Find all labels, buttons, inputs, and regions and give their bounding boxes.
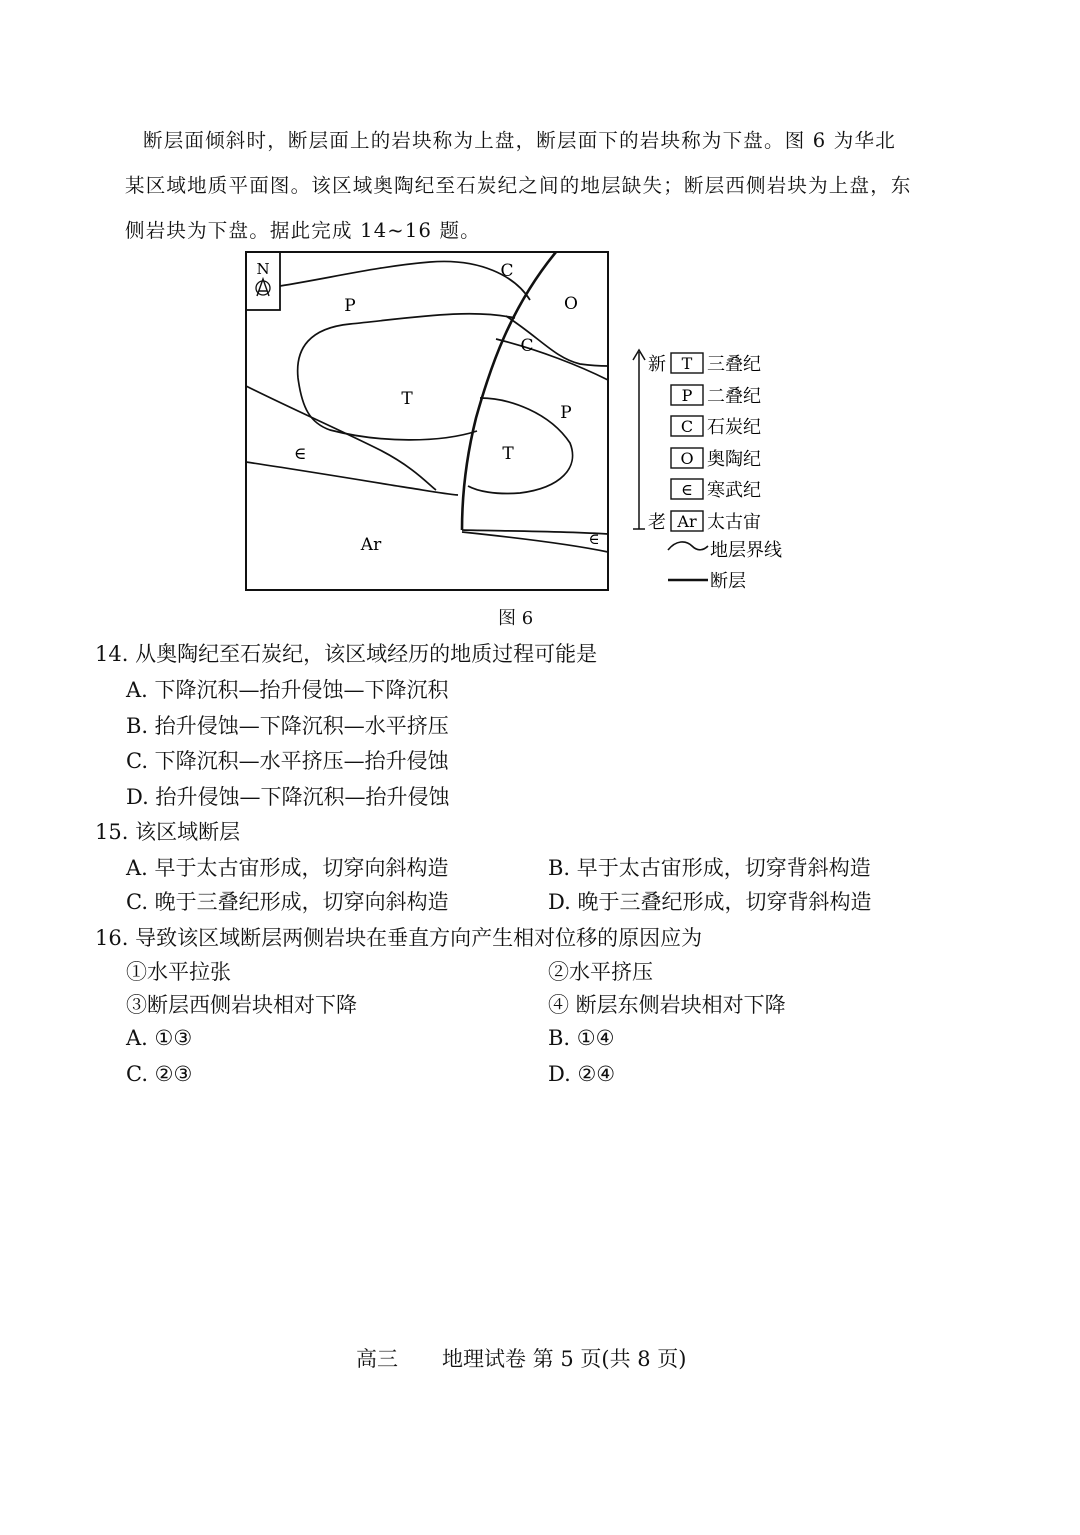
legend-name: 太古宙 bbox=[707, 512, 761, 533]
legend-code: T bbox=[681, 354, 693, 373]
legend-fault-label: 断层 bbox=[710, 571, 746, 592]
q14-option-c: C. 下降沉积—水平挤压—抬升侵蚀 bbox=[126, 749, 449, 773]
q14-option-d: D. 抬升侵蚀—下降沉积—抬升侵蚀 bbox=[126, 785, 450, 809]
q16-statement-3: ③断层西侧岩块相对下降 bbox=[126, 993, 357, 1017]
geologic-map-figure bbox=[240, 248, 800, 602]
q15-option-b: B. 早于太古宙形成，切穿背斜构造 bbox=[548, 856, 871, 880]
legend-code: O bbox=[680, 449, 694, 468]
map-frame bbox=[246, 252, 608, 590]
legend-name: 二叠纪 bbox=[707, 386, 761, 407]
q15-option-c: C. 晚于三叠纪形成，切穿向斜构造 bbox=[126, 890, 449, 914]
footer-grade: 高三 bbox=[356, 1347, 398, 1371]
legend bbox=[633, 350, 782, 592]
map-label-p-right: P bbox=[560, 403, 572, 423]
boundary-cam-right-lower bbox=[462, 532, 608, 552]
q16-statement-2: ②水平挤压 bbox=[548, 960, 653, 984]
footer-title: 地理试卷 第 5 页(共 8 页) bbox=[442, 1347, 687, 1371]
intro-line-3: 侧岩块为下盘。据此完成 14~16 题。 bbox=[125, 219, 481, 242]
q16-option-a: A. ①③ bbox=[126, 1026, 193, 1050]
intro-line-1: 断层面倾斜时，断层面上的岩块称为上盘，断层面下的岩块称为下盘。图 6 为华北 bbox=[143, 129, 896, 152]
map-label-cambrian-left: ∈ bbox=[293, 444, 307, 464]
q16-option-c: C. ②③ bbox=[126, 1062, 193, 1086]
map-label-ar: Ar bbox=[360, 535, 382, 555]
map-label-t-big: T bbox=[401, 389, 413, 409]
legend-item-o bbox=[671, 448, 761, 470]
legend-name: 奥陶纪 bbox=[707, 449, 761, 470]
stratum-boundary-symbol-icon bbox=[668, 542, 708, 550]
figure-caption: 图 6 bbox=[498, 608, 534, 629]
legend-name: 寒武纪 bbox=[707, 480, 761, 501]
boundary-c-p bbox=[496, 339, 608, 380]
legend-item-c bbox=[671, 416, 761, 438]
boundary-t-big bbox=[298, 314, 515, 440]
legend-name: 三叠纪 bbox=[707, 354, 761, 375]
q15-option-a: A. 早于太古宙形成，切穿向斜构造 bbox=[126, 856, 449, 880]
q16-option-b: B. ①④ bbox=[548, 1026, 615, 1050]
map-label-c-top: C bbox=[500, 261, 514, 281]
legend-new-label: 新 bbox=[648, 354, 666, 375]
north-arrow-icon bbox=[256, 279, 270, 296]
geologic-map-svg bbox=[240, 248, 800, 598]
q16-option-d: D. ②④ bbox=[548, 1062, 616, 1086]
boundary-cam-right-upper bbox=[462, 530, 608, 534]
intro-paragraph bbox=[125, 118, 945, 253]
legend-name: 石炭纪 bbox=[707, 417, 761, 438]
north-label: N bbox=[256, 260, 270, 278]
map-label-o: O bbox=[564, 294, 578, 314]
intro-line-2: 某区域地质平面图。该区域奥陶纪至石炭纪之间的地层缺失；断层西侧岩块为上盘，东 bbox=[125, 174, 912, 197]
legend-item-ar bbox=[671, 511, 761, 533]
boundary-cam-left-lower bbox=[246, 462, 458, 495]
q16-statement-1: ①水平拉张 bbox=[126, 960, 231, 984]
question-15-stem: 15. 该区域断层 bbox=[95, 820, 241, 844]
stratum-boundaries bbox=[246, 261, 608, 552]
legend-item-cambrian bbox=[671, 479, 761, 501]
legend-code: P bbox=[681, 386, 693, 405]
question-14-stem: 14. 从奥陶纪至石炭纪，该区域经历的地质过程可能是 bbox=[95, 642, 598, 666]
question-16-stem: 16. 导致该区域断层两侧岩块在垂直方向产生相对位移的原因应为 bbox=[95, 926, 703, 950]
legend-item-p bbox=[671, 385, 761, 407]
map-label-p-left: P bbox=[344, 296, 356, 316]
q16-statement-4: ④ 断层东侧岩块相对下降 bbox=[548, 993, 786, 1017]
map-label-t-small: T bbox=[502, 444, 514, 464]
legend-code: C bbox=[680, 417, 694, 436]
boundary-top-c bbox=[280, 261, 530, 300]
legend-code: Ar bbox=[677, 512, 697, 531]
legend-item-t bbox=[671, 353, 761, 375]
map-label-cambrian-right: ∈ bbox=[588, 530, 600, 548]
q14-option-a: A. 下降沉积—抬升侵蚀—下降沉积 bbox=[126, 678, 449, 702]
boundary-t-small bbox=[468, 398, 573, 494]
map-label-c-mid: C bbox=[520, 336, 534, 356]
legend-boundary-label: 地层界线 bbox=[710, 540, 782, 561]
legend-old-label: 老 bbox=[648, 512, 666, 533]
q14-option-b: B. 抬升侵蚀—下降沉积—水平挤压 bbox=[126, 714, 449, 738]
legend-code: ∈ bbox=[681, 480, 693, 499]
q15-option-d: D. 晚于三叠纪形成，切穿背斜构造 bbox=[548, 890, 872, 914]
